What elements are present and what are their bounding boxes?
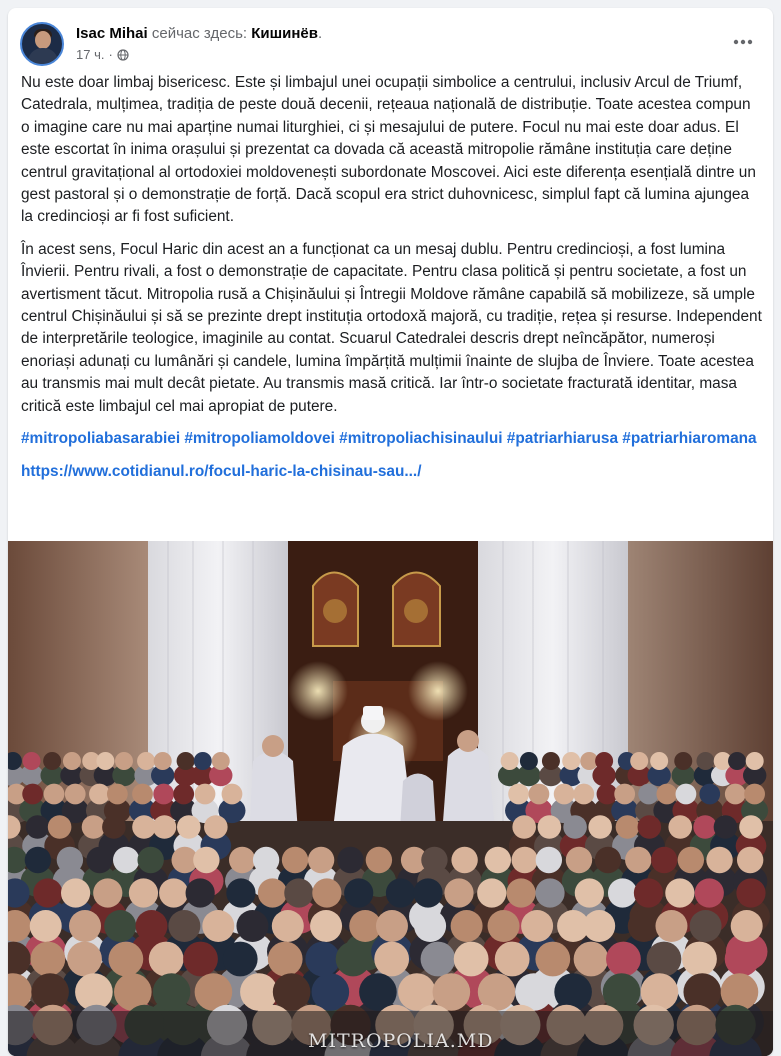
post-card [8,8,773,1056]
author-line [76,24,322,44]
photo-watermark: MITROPOLIA.MD [308,1030,494,1052]
author-name[interactable]: Isac Mihai [76,25,148,42]
post-meta [76,47,129,63]
hashtag-link[interactable]: #mitropoliachisinaului [339,430,503,448]
post-paragraph: Nu este doar limbaj bisericesc. Este și limbajul unei ocupații simbolice a centrului, inclusiv Arcul de Triumf, Catedrala, mulțimea, tradiția de peste două decenii, rețeaua națională de distribuție. Toate acestea compun o imagine care nu mai aparține numai liturghiei, ci și mesajului de putere. Focul nu mai este doar adus. El este escortat în inima orașului și prezentat ca dovada că această mitropolie rămâne instituția care deține centrul gravitațional al ortodoxiei moldovenești subordonate Moscovei. Aici este diferența esențială dintre un gest pastoral și o demonstrație de forță. Dacă scopul era strict duhovnicesc, simplul fapt că lumina ajungea la credincioși ar fi fost suficient. [21,74,756,226]
hashtag-link[interactable]: #patriarhiaromana [622,430,757,448]
location-suffix: . [317,25,323,42]
hashtag-list [21,428,763,450]
external-link[interactable]: https://www.cotidianul.ro/focul-haric-la-chisinau-sau.../ [21,462,422,480]
hashtag-link[interactable]: #patriarhiarusa [506,430,619,448]
meta-separator: · [108,47,113,62]
more-options-icon [733,39,753,45]
checkin-location[interactable]: Кишинёв [251,25,318,42]
post-time[interactable]: 17 ч. [76,47,105,62]
checkin-status: сейчас здесь: [151,25,248,42]
church-service-photo [8,541,773,1056]
author-avatar[interactable] [20,22,64,66]
globe-icon[interactable] [117,49,129,61]
more-options-button[interactable] [725,24,761,60]
post-header [20,20,761,68]
post-photo[interactable] [8,541,773,1056]
hashtag-link[interactable]: #mitropoliabasarabiei [21,430,181,448]
hashtag-link[interactable]: #mitropoliamoldovei [184,430,335,448]
post-body [21,72,763,483]
post-paragraph: În acest sens, Focul Haric din acest an a funcționat ca un mesaj dublu. Pentru credincioși, a fost lumina Învierii. Pentru rivali, a fost o demonstrație de capacitate. Pentru clasa politică și pentru societate, a fost un avertisment tăcut. Mitropolia rusă a Chișinăului și Întregii Moldove rămâne capabilă să mobilizeze, să umple centrul Chișinăului și să se prezinte drept instituția ortodoxă majoră, cu tradiție, rețea și resurse. Independent de interpretările teologice, imaginile au contat. Scuarul Catedralei descris drept neîncăpător, numeroși enoriași adunați cu lumânări și candele, lumina împărțită mulțimii înainte de slujba de Înviere. Toate acestea au transmis mai mult decât pietate. Au transmis masă critică. Iar într-o societate fracturată identitar, masa critică este limbajul cel mai apropiat de putere. [21,240,762,415]
external-link-row [21,461,763,483]
